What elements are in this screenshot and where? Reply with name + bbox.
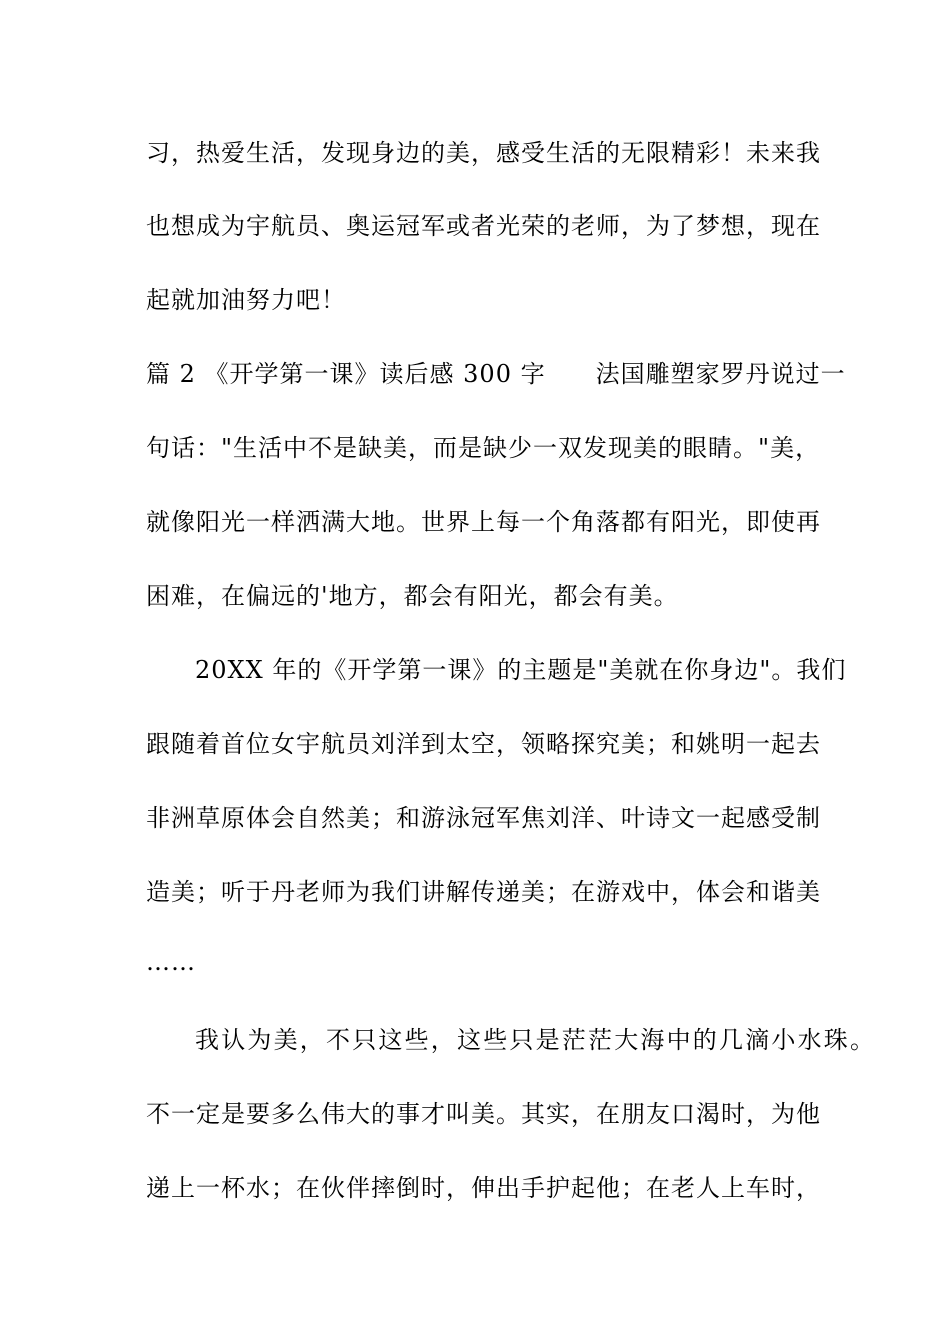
- paragraph-first-line: 20XX 年的《开学第一课》的主题是"美就在你身边"。我们: [195, 656, 847, 684]
- text-line: 就像阳光一样洒满大地。世界上每一个角落都有阳光，即使再: [146, 508, 821, 536]
- text-line: 困难，在偏远的'地方，都会有阳光，都会有美。: [146, 582, 679, 610]
- paragraph-first-line: 我认为美，不只这些，这些只是茫茫大海中的几滴小水珠。: [195, 1026, 877, 1054]
- text-line: 不一定是要多么伟大的事才叫美。其实，在朋友口渴时，为他: [146, 1100, 821, 1128]
- text-line: 起就加油努力吧！: [146, 286, 346, 314]
- text-line: 跟随着首位女宇航员刘洋到太空，领略探究美；和姚明一起去: [146, 730, 821, 758]
- section-heading-line: 篇 2 《开学第一课》读后感 300 字 法国雕塑家罗丹说过一: [146, 360, 846, 388]
- text-line: 非洲草原体会自然美；和游泳冠军焦刘洋、叶诗文一起感受制: [146, 804, 821, 832]
- ellipsis-line: ……: [146, 948, 196, 976]
- text-line: 句话："生活中不是缺美，而是缺少一双发现美的眼睛。"美，: [146, 434, 821, 462]
- text-line: 递上一杯水；在伙伴摔倒时，伸出手护起他；在老人上车时，: [146, 1174, 821, 1202]
- text-line: 造美；听于丹老师为我们讲解传递美；在游戏中，体会和谐美: [146, 878, 821, 906]
- text-line: 习，热爱生活，发现身边的美，感受生活的无限精彩！未来我: [146, 139, 821, 167]
- text-line: 也想成为宇航员、奥运冠军或者光荣的老师，为了梦想，现在: [146, 212, 821, 240]
